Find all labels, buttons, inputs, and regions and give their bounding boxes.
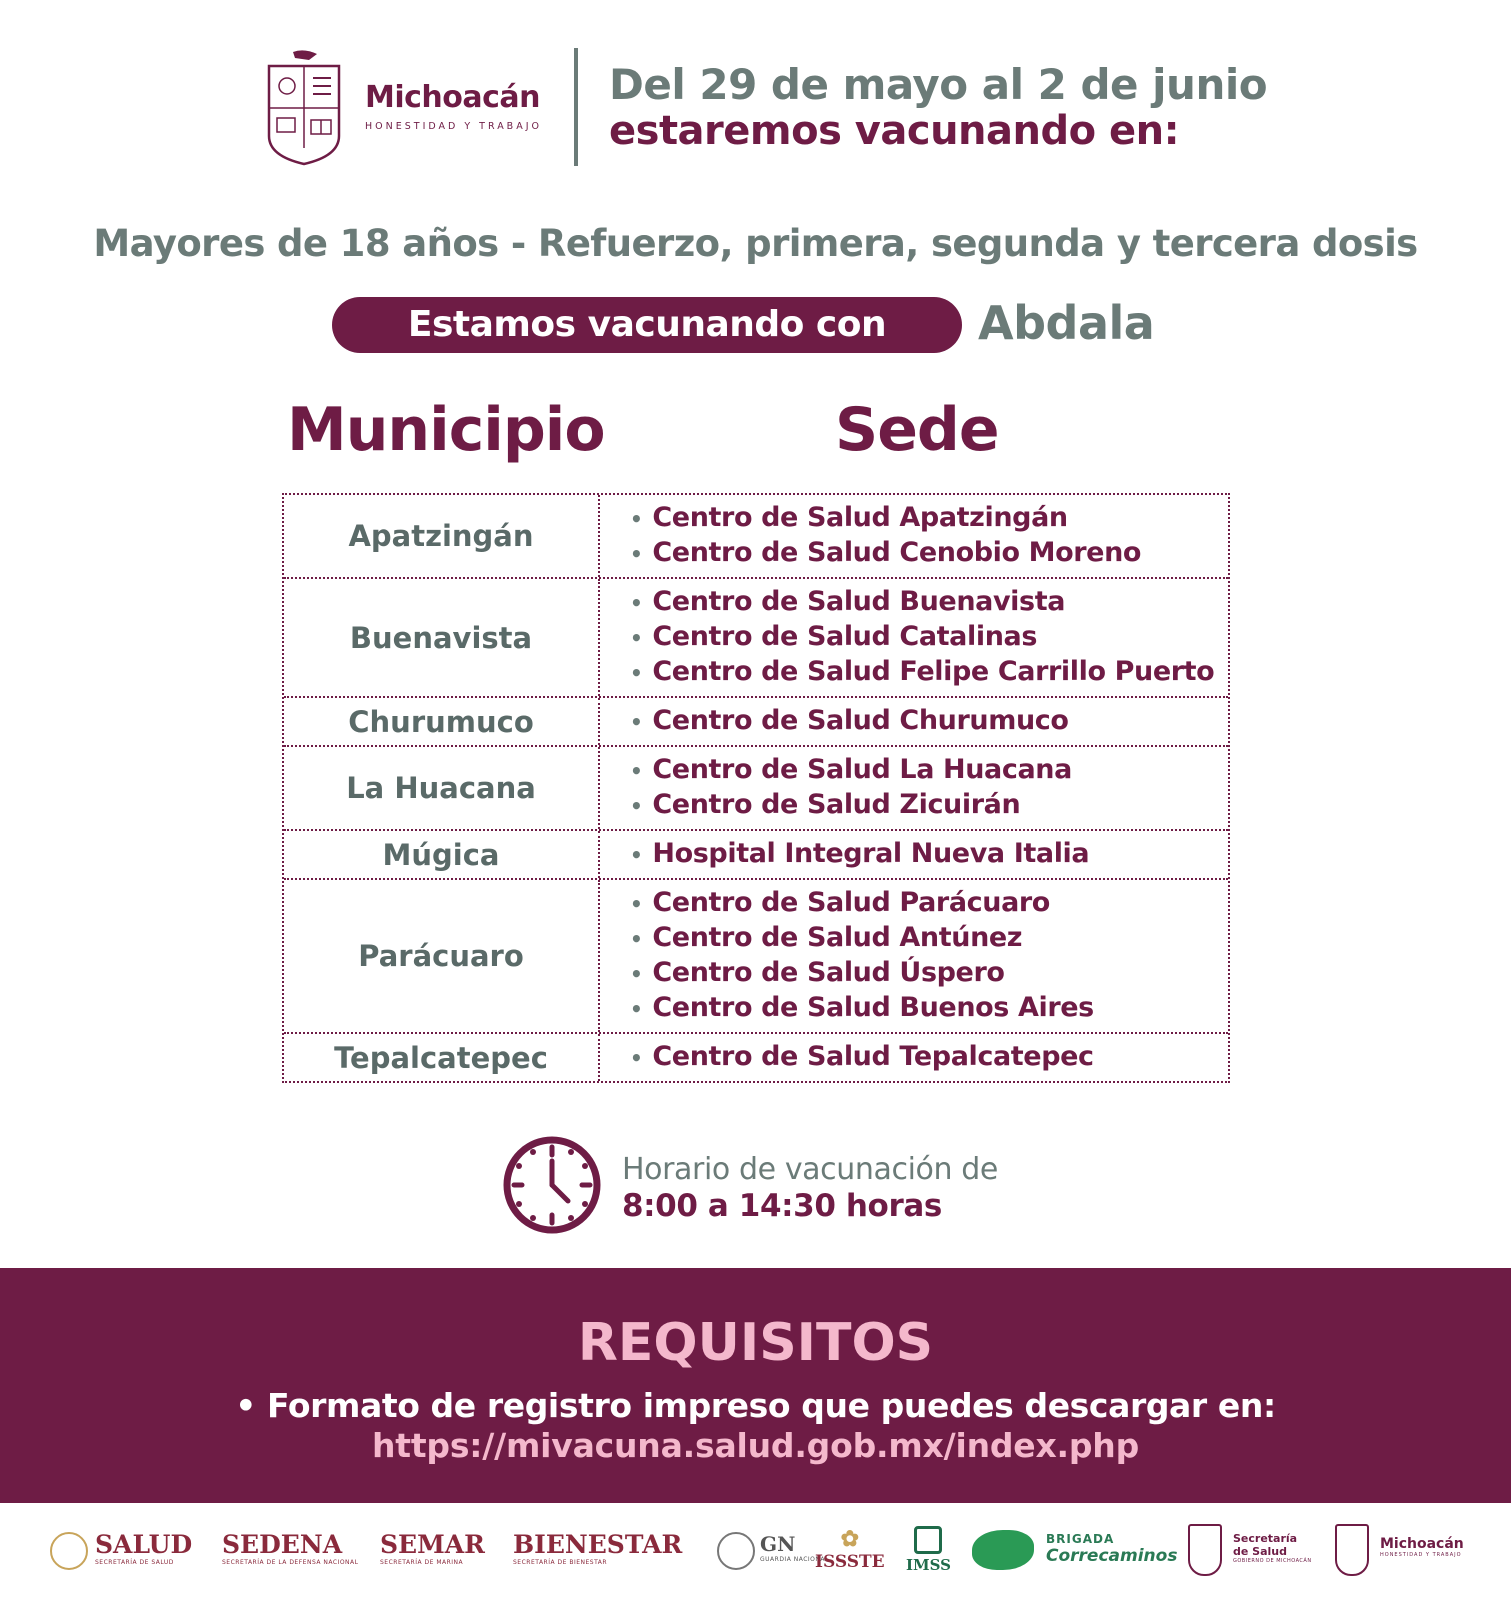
issste-emblem-icon: ✿ [840,1526,860,1552]
brigada-text: BRIGADA [1046,1532,1115,1546]
imss-emblem-icon [914,1526,942,1554]
sedena-logo-sub: SECRETARÍA DE LA DEFENSA NACIONAL [222,1559,359,1566]
requirements-url-link[interactable]: https://mivacuna.salud.gob.mx/index.php [371,1426,1140,1465]
sede-name: Centro de Salud Úspero [652,957,1005,988]
clock-icon [502,1135,602,1235]
bullet-icon: • [630,661,643,685]
municipio-cell: Tepalcatepec [284,1034,600,1081]
michoacan-footer-sub: HONESTIDAD Y TRABAJO [1380,1552,1462,1558]
gobierno-sub-text: GOBIERNO DE MICHOACÁN [1233,1558,1312,1564]
bullet-icon: • [630,997,643,1021]
sede-item [630,956,1228,991]
semar-logo-sub: SECRETARÍA DE MARINA [380,1559,464,1566]
sede-item [630,585,1228,620]
municipio-cell: Buenavista [284,579,600,696]
requirements-title: REQUISITOS [577,1313,934,1373]
sede-name: Centro de Salud Churumuco [652,705,1069,736]
dates-line: Del 29 de mayo al 2 de junio [609,60,1268,109]
bullet-icon: • [630,794,643,818]
michoacan-footer-text: Michoacán [1380,1536,1464,1552]
sede-cell [600,698,1228,745]
sede-cell [600,831,1228,878]
table-row [284,495,1228,577]
sede-item [630,536,1228,571]
mexico-seal-icon [50,1532,88,1570]
bullet-icon: • [630,542,643,566]
requirements-item: • Formato de registro impreso que puedes descargar en: [235,1386,1276,1425]
bullet-icon: • [630,962,643,986]
sede-cell [600,495,1228,577]
michoacan-crest-icon [265,48,343,166]
bullet-icon: • [630,507,643,531]
vaccine-name: Abdala [978,296,1155,350]
bullet-icon: • [630,843,643,867]
vaccine-banner-label: Estamos vacunando con [332,297,962,353]
secretaria-salud-text: Secretaría de Salud [1233,1532,1298,1558]
bullet-icon: • [630,892,643,916]
sede-name: Centro de Salud Parácuaro [652,887,1050,918]
municipio-cell: Apatzingán [284,495,600,577]
sede-item [630,1040,1228,1075]
secretaria-salud-logo [1233,1532,1313,1564]
header-divider [574,48,578,166]
sede-cell [600,1034,1228,1081]
sede-cell [600,880,1228,1032]
header [0,40,1511,170]
table-row [284,1032,1228,1081]
brigada-correcaminos-logo [1046,1532,1177,1566]
salud-logo-text: SALUD [95,1530,193,1559]
sedena-logo [222,1530,359,1566]
gn-logo-sub: GUARDIA NACIONAL [760,1556,829,1563]
semar-logo [380,1530,485,1566]
secretaria-salud-crest-icon [1188,1524,1222,1576]
bullet-icon: • [630,1046,643,1070]
bullet-icon: • [630,626,643,650]
bienestar-logo-text: BIENESTAR [513,1530,683,1559]
correcaminos-text: Correcaminos [1046,1546,1178,1566]
sede-name: Centro de Salud Buenavista [652,586,1066,617]
brand-block [365,80,542,132]
bullet-icon: • [630,759,643,783]
imss-logo [906,1526,951,1574]
bullet-icon: • [630,591,643,615]
sede-item [630,501,1228,536]
municipio-cell: Churumuco [284,698,600,745]
sede-item [630,921,1228,956]
table-row [284,696,1228,745]
brand-tagline: HONESTIDAD Y TRABAJO [365,121,542,132]
sede-name: Centro de Salud Felipe Carrillo Puerto [652,656,1215,687]
semar-logo-text: SEMAR [380,1530,485,1559]
sede-name: Centro de Salud La Huacana [652,754,1072,785]
sede-name: Centro de Salud Apatzingán [652,502,1068,533]
table-row [284,745,1228,829]
sede-item [630,704,1228,739]
vaccinating-line: estaremos vacunando en: [609,108,1180,154]
sede-cell [600,579,1228,696]
sede-name: Centro de Salud Antúnez [652,922,1023,953]
sede-item [630,991,1228,1026]
requirements-band [0,1268,1511,1503]
sede-cell [600,747,1228,829]
bienestar-logo [513,1530,682,1566]
municipio-cell: Múgica [284,831,600,878]
sede-name: Hospital Integral Nueva Italia [652,838,1090,869]
michoacan-footer-logo [1380,1536,1464,1558]
table-row [284,577,1228,696]
sede-item [630,620,1228,655]
sede-item [630,655,1228,690]
sede-item [630,753,1228,788]
bullet-icon: • [630,710,643,734]
sede-item [630,886,1228,921]
table-row [284,878,1228,1032]
column-header-municipio: Municipio [287,395,605,465]
sede-name: Centro de Salud Buenos Aires [652,992,1094,1023]
schedule-hours: 8:00 a 14:30 horas [622,1188,942,1224]
footer-logos [0,1520,1511,1590]
imss-logo-text: IMSS [906,1556,951,1574]
sede-name: Centro de Salud Catalinas [652,621,1038,652]
sede-name: Centro de Salud Cenobio Moreno [652,537,1142,568]
sites-table [282,493,1230,1083]
issste-logo-text: ISSSTE [815,1552,885,1572]
brand-name: Michoacán [365,80,541,115]
table-row [284,829,1228,878]
municipio-cell: La Huacana [284,747,600,829]
column-header-sede: Sede [835,395,999,465]
sede-name: Centro de Salud Zicuirán [652,789,1021,820]
michoacan-footer-crest-icon [1335,1524,1369,1576]
salud-logo-sub: SECRETARÍA DE SALUD [95,1559,174,1566]
schedule-label: Horario de vacunación de [622,1152,998,1187]
issste-logo [815,1526,885,1572]
sede-item [630,837,1228,872]
municipio-cell: Parácuaro [284,880,600,1032]
correcaminos-emblem-icon [972,1530,1034,1570]
sede-name: Centro de Salud Tepalcatepec [652,1041,1094,1072]
bullet-icon: • [630,927,643,951]
guardia-nacional-seal-icon [717,1532,755,1570]
salud-logo [95,1530,192,1566]
sede-item [630,788,1228,823]
subtitle: Mayores de 18 años - Refuerzo, primera, segunda y tercera dosis [93,222,1418,265]
bienestar-logo-sub: SECRETARÍA DE BIENESTAR [513,1559,608,1566]
sedena-logo-text: SEDENA [222,1530,343,1559]
gn-logo-text: GN [760,1532,796,1556]
